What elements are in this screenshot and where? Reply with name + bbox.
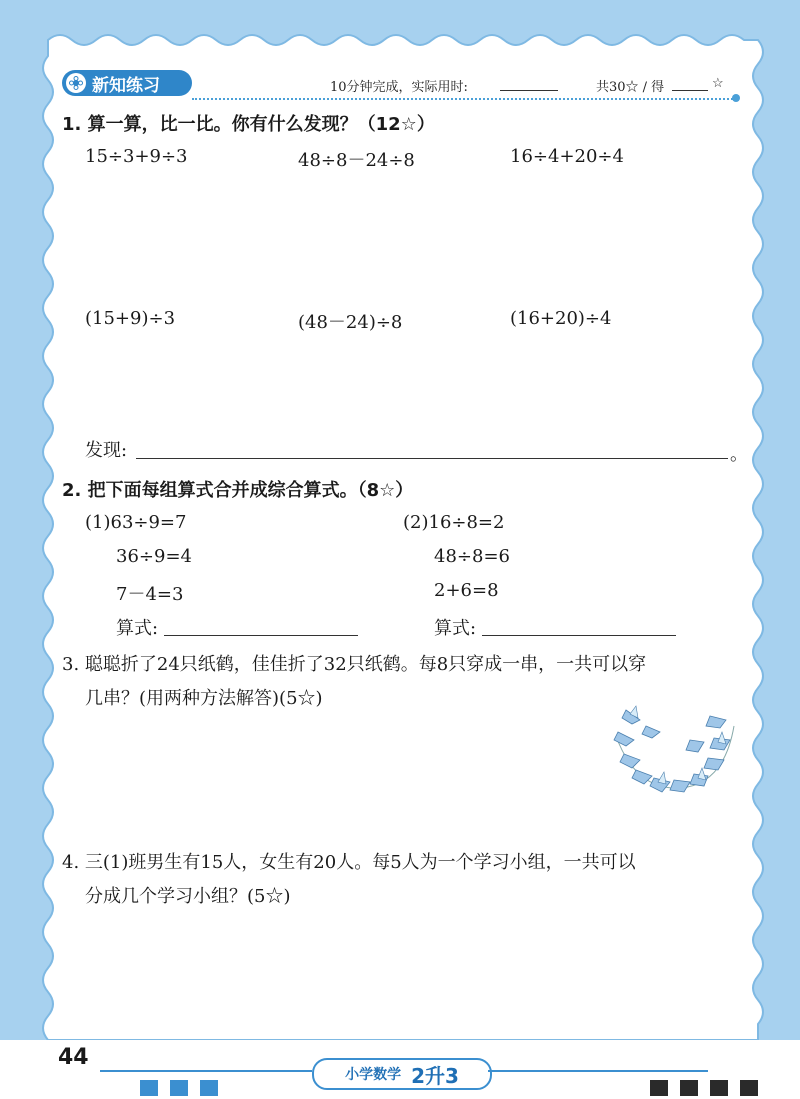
q3-line1: 3. 聪聪折了24只纸鹤，佳佳折了32只纸鹤。每8只穿成一串，一共可以穿 xyxy=(62,654,647,675)
score-info: 共30☆ / 得 xyxy=(596,80,665,95)
page-number: 44 xyxy=(58,1045,89,1070)
score-blank[interactable] xyxy=(672,90,708,91)
footer-rule-right xyxy=(488,1070,708,1072)
footer-square xyxy=(200,1080,218,1096)
footer-rule-left xyxy=(100,1070,312,1072)
section-title: 新知练习 xyxy=(92,75,160,96)
q1-title: 1. 算一算，比一比。你有什么发现？（12☆） xyxy=(62,114,435,135)
time-blank[interactable] xyxy=(500,90,558,91)
q1-expr-2a: 48÷8－24÷8 xyxy=(298,150,415,171)
footer-square xyxy=(170,1080,188,1096)
q2-g2-line3: 2+6=8 xyxy=(434,580,499,601)
q2-g2-answer-label: 算式: xyxy=(434,618,477,639)
header-divider xyxy=(192,98,736,100)
flower-icon xyxy=(66,73,86,93)
q2-g1-answer-blank[interactable] xyxy=(164,635,358,636)
q2-g2-answer-blank[interactable] xyxy=(482,635,676,636)
footer-square xyxy=(680,1080,698,1096)
q1-expr-3b: (16+20)÷4 xyxy=(510,308,612,329)
q1-expr-1b: (15+9)÷3 xyxy=(85,308,176,329)
discovery-end: 。 xyxy=(730,444,748,465)
section-badge xyxy=(62,70,192,96)
q2-g2-line1: (2)16÷8=2 xyxy=(403,512,505,533)
paper-crane-garland-icon xyxy=(606,696,746,806)
book-grade: 2升3 xyxy=(411,1063,459,1088)
footer-square xyxy=(740,1080,758,1096)
time-info: 10分钟完成，实际用时: xyxy=(330,80,468,95)
book-subject: 小学数学 xyxy=(345,1067,402,1083)
q4-line2: 分成几个学习小组？(5☆) xyxy=(85,886,291,907)
q2-g1-line3: 7－4=3 xyxy=(116,584,184,605)
header-divider-dot xyxy=(732,94,740,102)
q2-g2-line2: 48÷8=6 xyxy=(434,546,510,567)
footer-square xyxy=(650,1080,668,1096)
book-title-badge xyxy=(312,1058,492,1090)
q2-title: 2. 把下面每组算式合并成综合算式。（8☆） xyxy=(62,480,414,501)
q4-line1: 4. 三(1)班男生有15人，女生有20人。每5人为一个学习小组，一共可以 xyxy=(62,852,636,873)
footer-square xyxy=(140,1080,158,1096)
q3-line2: 几串？(用两种方法解答)(5☆) xyxy=(85,688,323,709)
q2-g1-line1: (1)63÷9=7 xyxy=(85,512,187,533)
q2-g1-line2: 36÷9=4 xyxy=(116,546,192,567)
score-suffix: ☆ xyxy=(712,76,724,91)
q1-expr-3a: 16÷4+20÷4 xyxy=(510,146,624,167)
q1-expr-1a: 15÷3+9÷3 xyxy=(85,146,188,167)
footer-square xyxy=(710,1080,728,1096)
discovery-blank[interactable] xyxy=(136,458,728,459)
q2-g1-answer-label: 算式: xyxy=(116,618,159,639)
discovery-label: 发现: xyxy=(85,440,128,461)
q1-expr-2b: (48－24)÷8 xyxy=(298,312,403,333)
